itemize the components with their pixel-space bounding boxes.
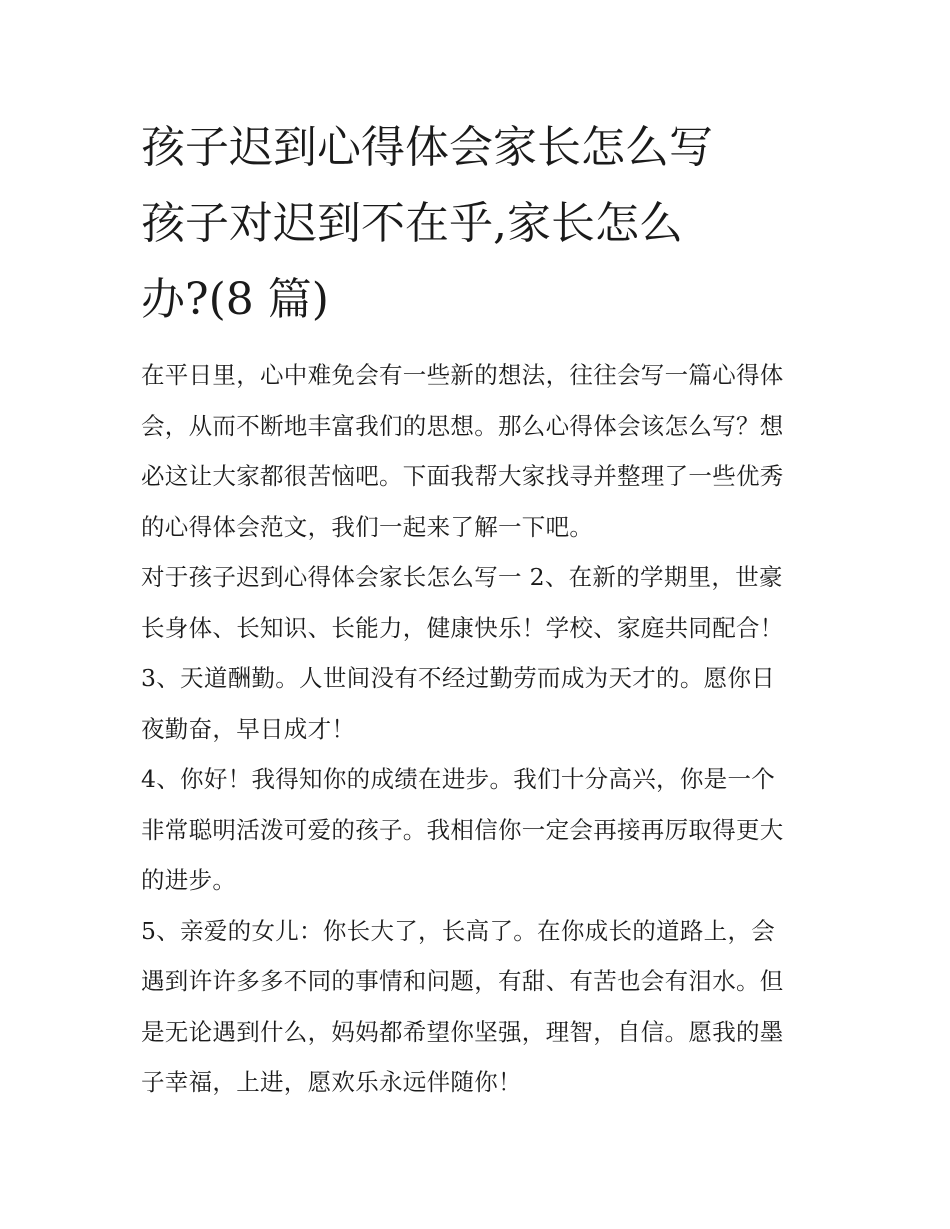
text-line: 遇到许许多多不同的事情和问题，有甜、有苦也会有泪水。但: [141, 967, 784, 995]
text-line: 非常聪明活泼可爱的孩子。我相信你一定会再接再厉取得更大: [141, 815, 784, 844]
title-line: 孩子迟到心得体会家长怎么写: [141, 122, 713, 173]
text-line: 子幸福，上进，愿欢乐永远伴随你！: [141, 1068, 522, 1096]
document-page: [141, 110, 813, 1108]
body-paragraph: [141, 653, 813, 754]
document-title: [141, 110, 813, 338]
title-line: 孩子对迟到不在乎,家长怎么: [141, 198, 683, 249]
text-line: 4、你好！我得知你的成绩在进步。我们十分高兴，你是一个: [141, 765, 776, 793]
text-line: 必这让大家都很苦恼吧。下面我帮大家找寻并整理了一些优秀: [141, 462, 784, 490]
text-line: 5、亲爱的女儿：你长大了，长高了。在你成长的道路上，会: [141, 916, 776, 945]
text-line: 的心得体会范文，我们一起来了解一下吧。: [141, 512, 594, 541]
text-line: 的进步。: [141, 866, 237, 894]
body-paragraph: [141, 552, 813, 653]
text-line: 长身体、长知识、长能力，健康快乐！学校、家庭共同配合！: [141, 613, 784, 642]
text-line: 是无论遇到什么，妈妈都希望你坚强，理智，自信。愿我的墨: [141, 1017, 784, 1046]
intro-paragraph: [141, 350, 813, 552]
title-line: 办?(8 篇): [141, 274, 329, 325]
text-line: 夜勤奋，早日成才！: [141, 714, 356, 743]
body-paragraph: [141, 906, 813, 1108]
body-paragraph: [141, 754, 813, 906]
text-line: 对于孩子迟到心得体会家长怎么写一 2、在新的学期里，世豪: [141, 563, 783, 591]
text-line: 在平日里，心中难免会有一些新的想法，往往会写一篇心得体: [141, 361, 784, 389]
text-line: 3、天道酬勤。人世间没有不经过勤劳而成为天才的。愿你日: [141, 664, 776, 692]
text-line: 会，从而不断地丰富我们的思想。那么心得体会该怎么写？想: [141, 411, 784, 440]
